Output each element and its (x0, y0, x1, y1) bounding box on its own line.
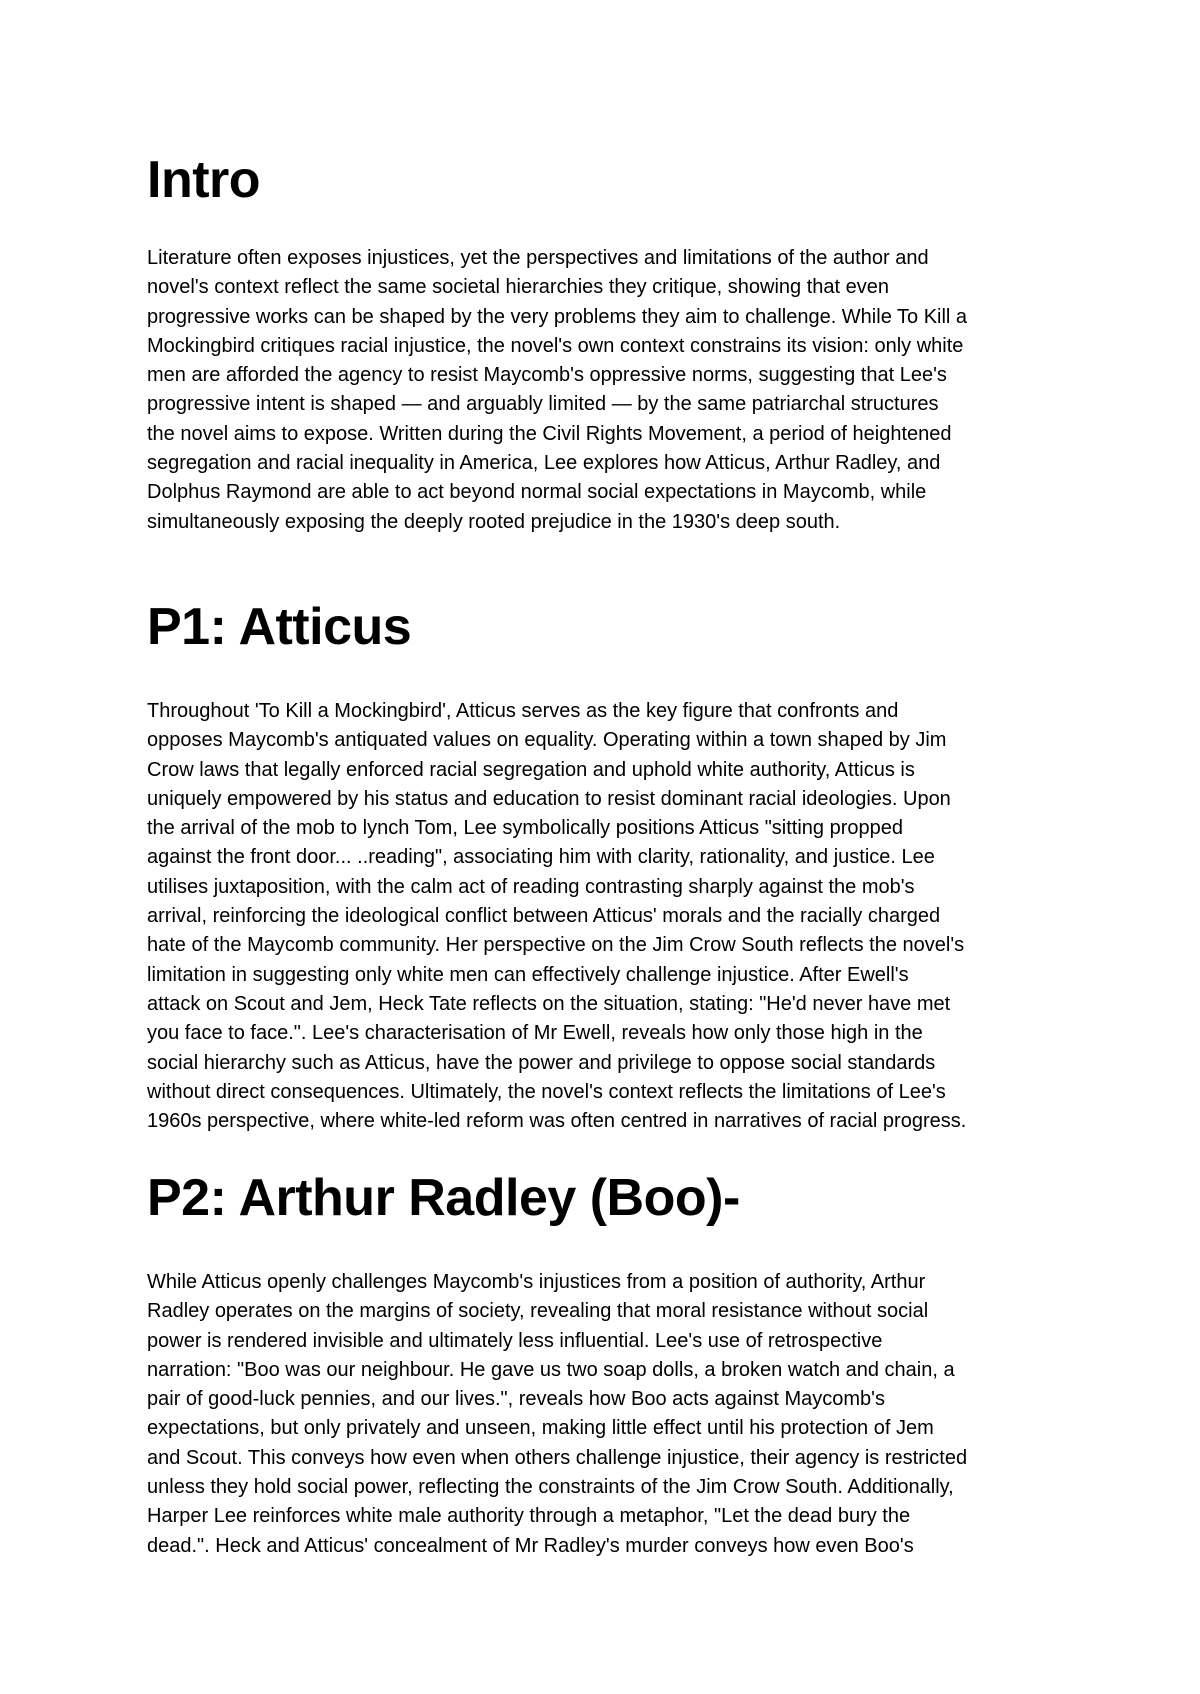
text-line: Mockingbird critiques racial injustice, the novel's own context constrains its vision: only white (147, 334, 964, 357)
text-line: expectations, but only privately and unseen, making little effect until his protection of Jem (147, 1417, 934, 1440)
text-line: power is rendered invisible and ultimately less influential. Lee's use of retrospective (147, 1329, 883, 1352)
section-heading-p2-arthur-radley: P2: Arthur Radley (Boo)- (147, 1169, 740, 1227)
text-line: progressive works can be shaped by the very problems they aim to challenge. While To Kill a (147, 305, 968, 328)
text-line: 1960s perspective, where white-led reform was often centred in narratives of racial progress. (147, 1110, 967, 1133)
text-line: Literature often exposes injustices, yet the perspectives and limitations of the author and (147, 247, 929, 269)
text-line: Dolphus Raymond are able to act beyond normal social expectations in Maycomb, while (147, 481, 927, 504)
section-paragraph-intro (147, 244, 1077, 537)
text-line: men are afforded the agency to resist Maycomb's oppressive norms, suggesting that Lee's (147, 364, 947, 387)
text-line: the novel aims to expose. Written during the Civil Rights Movement, a period of heightened (147, 422, 952, 445)
section-heading-p1-atticus: P1: Atticus (147, 598, 412, 656)
text-line: opposes Maycomb's antiquated values on equality. Operating within a town shaped by Jim (147, 729, 947, 752)
text-line: Harper Lee reinforces white male authority through a metaphor, "Let the dead bury the (147, 1505, 911, 1528)
text-line: social hierarchy such as Atticus, have the power and privilege to oppose social standards (147, 1051, 936, 1074)
section-paragraph-p2-arthur-radley (147, 1268, 1077, 1561)
text-line: Throughout 'To Kill a Mockingbird', Atticus serves as the key figure that confronts and (147, 700, 899, 722)
text-line: against the front door... ..reading", associating him with clarity, rationality, and justice. Lee (147, 846, 935, 869)
text-line: Radley operates on the margins of society, revealing that moral resistance without social (147, 1300, 929, 1323)
text-line: limitation in suggesting only white men can effectively challenge injustice. After Ewell's (147, 963, 909, 986)
text-line: and Scout. This conveys how even when others challenge injustice, their agency is restricted (147, 1446, 968, 1469)
text-line: segregation and racial inequality in America, Lee explores how Atticus, Arthur Radley, and (147, 452, 941, 475)
text-line: novel's context reflect the same societal hierarchies they critique, showing that even (147, 276, 889, 299)
text-line: unless they hold social power, reflecting the constraints of the Jim Crow South. Additionally, (147, 1476, 954, 1499)
section-heading-intro: Intro (147, 151, 261, 209)
text-line: hate of the Maycomb community. Her perspective on the Jim Crow South reflects the novel's (147, 934, 965, 957)
text-line: utilises juxtaposition, with the calm act of reading contrasting sharply against the mob's (147, 875, 915, 898)
text-line: narration: "Boo was our neighbour. He gave us two soap dolls, a broken watch and chain, a (147, 1358, 955, 1381)
text-line: you face to face.". Lee's characterisation of Mr Ewell, reveals how only those high in the (147, 1022, 923, 1045)
text-line: simultaneously exposing the deeply rooted prejudice in the 1930's deep south. (147, 510, 841, 533)
text-line: arrival, reinforcing the ideological conflict between Atticus' morals and the racially charged (147, 905, 941, 928)
text-line: dead.". Heck and Atticus' concealment of Mr Radley's murder conveys how even Boo's (147, 1534, 914, 1557)
text-line: pair of good-luck pennies, and our lives.", reveals how Boo acts against Maycomb's (147, 1388, 885, 1411)
text-line: Crow laws that legally enforced racial segregation and uphold white authority, Atticus is (147, 758, 915, 781)
text-line: progressive intent is shaped — and arguably limited — by the same patriarchal structures (147, 393, 939, 416)
text-line: without direct consequences. Ultimately, the novel's context reflects the limitations of Lee's (147, 1080, 946, 1103)
text-line: the arrival of the mob to lynch Tom, Lee symbolically positions Atticus "sitting propped (147, 817, 903, 840)
text-line: While Atticus openly challenges Maycomb's injustices from a position of authority, Arthur (147, 1271, 926, 1293)
text-line: uniquely empowered by his status and education to resist dominant racial ideologies. Upon (147, 787, 951, 810)
text-line: attack on Scout and Jem, Heck Tate reflects on the situation, stating: "He'd never have met (147, 992, 951, 1015)
section-paragraph-p1-atticus (147, 697, 1077, 1136)
